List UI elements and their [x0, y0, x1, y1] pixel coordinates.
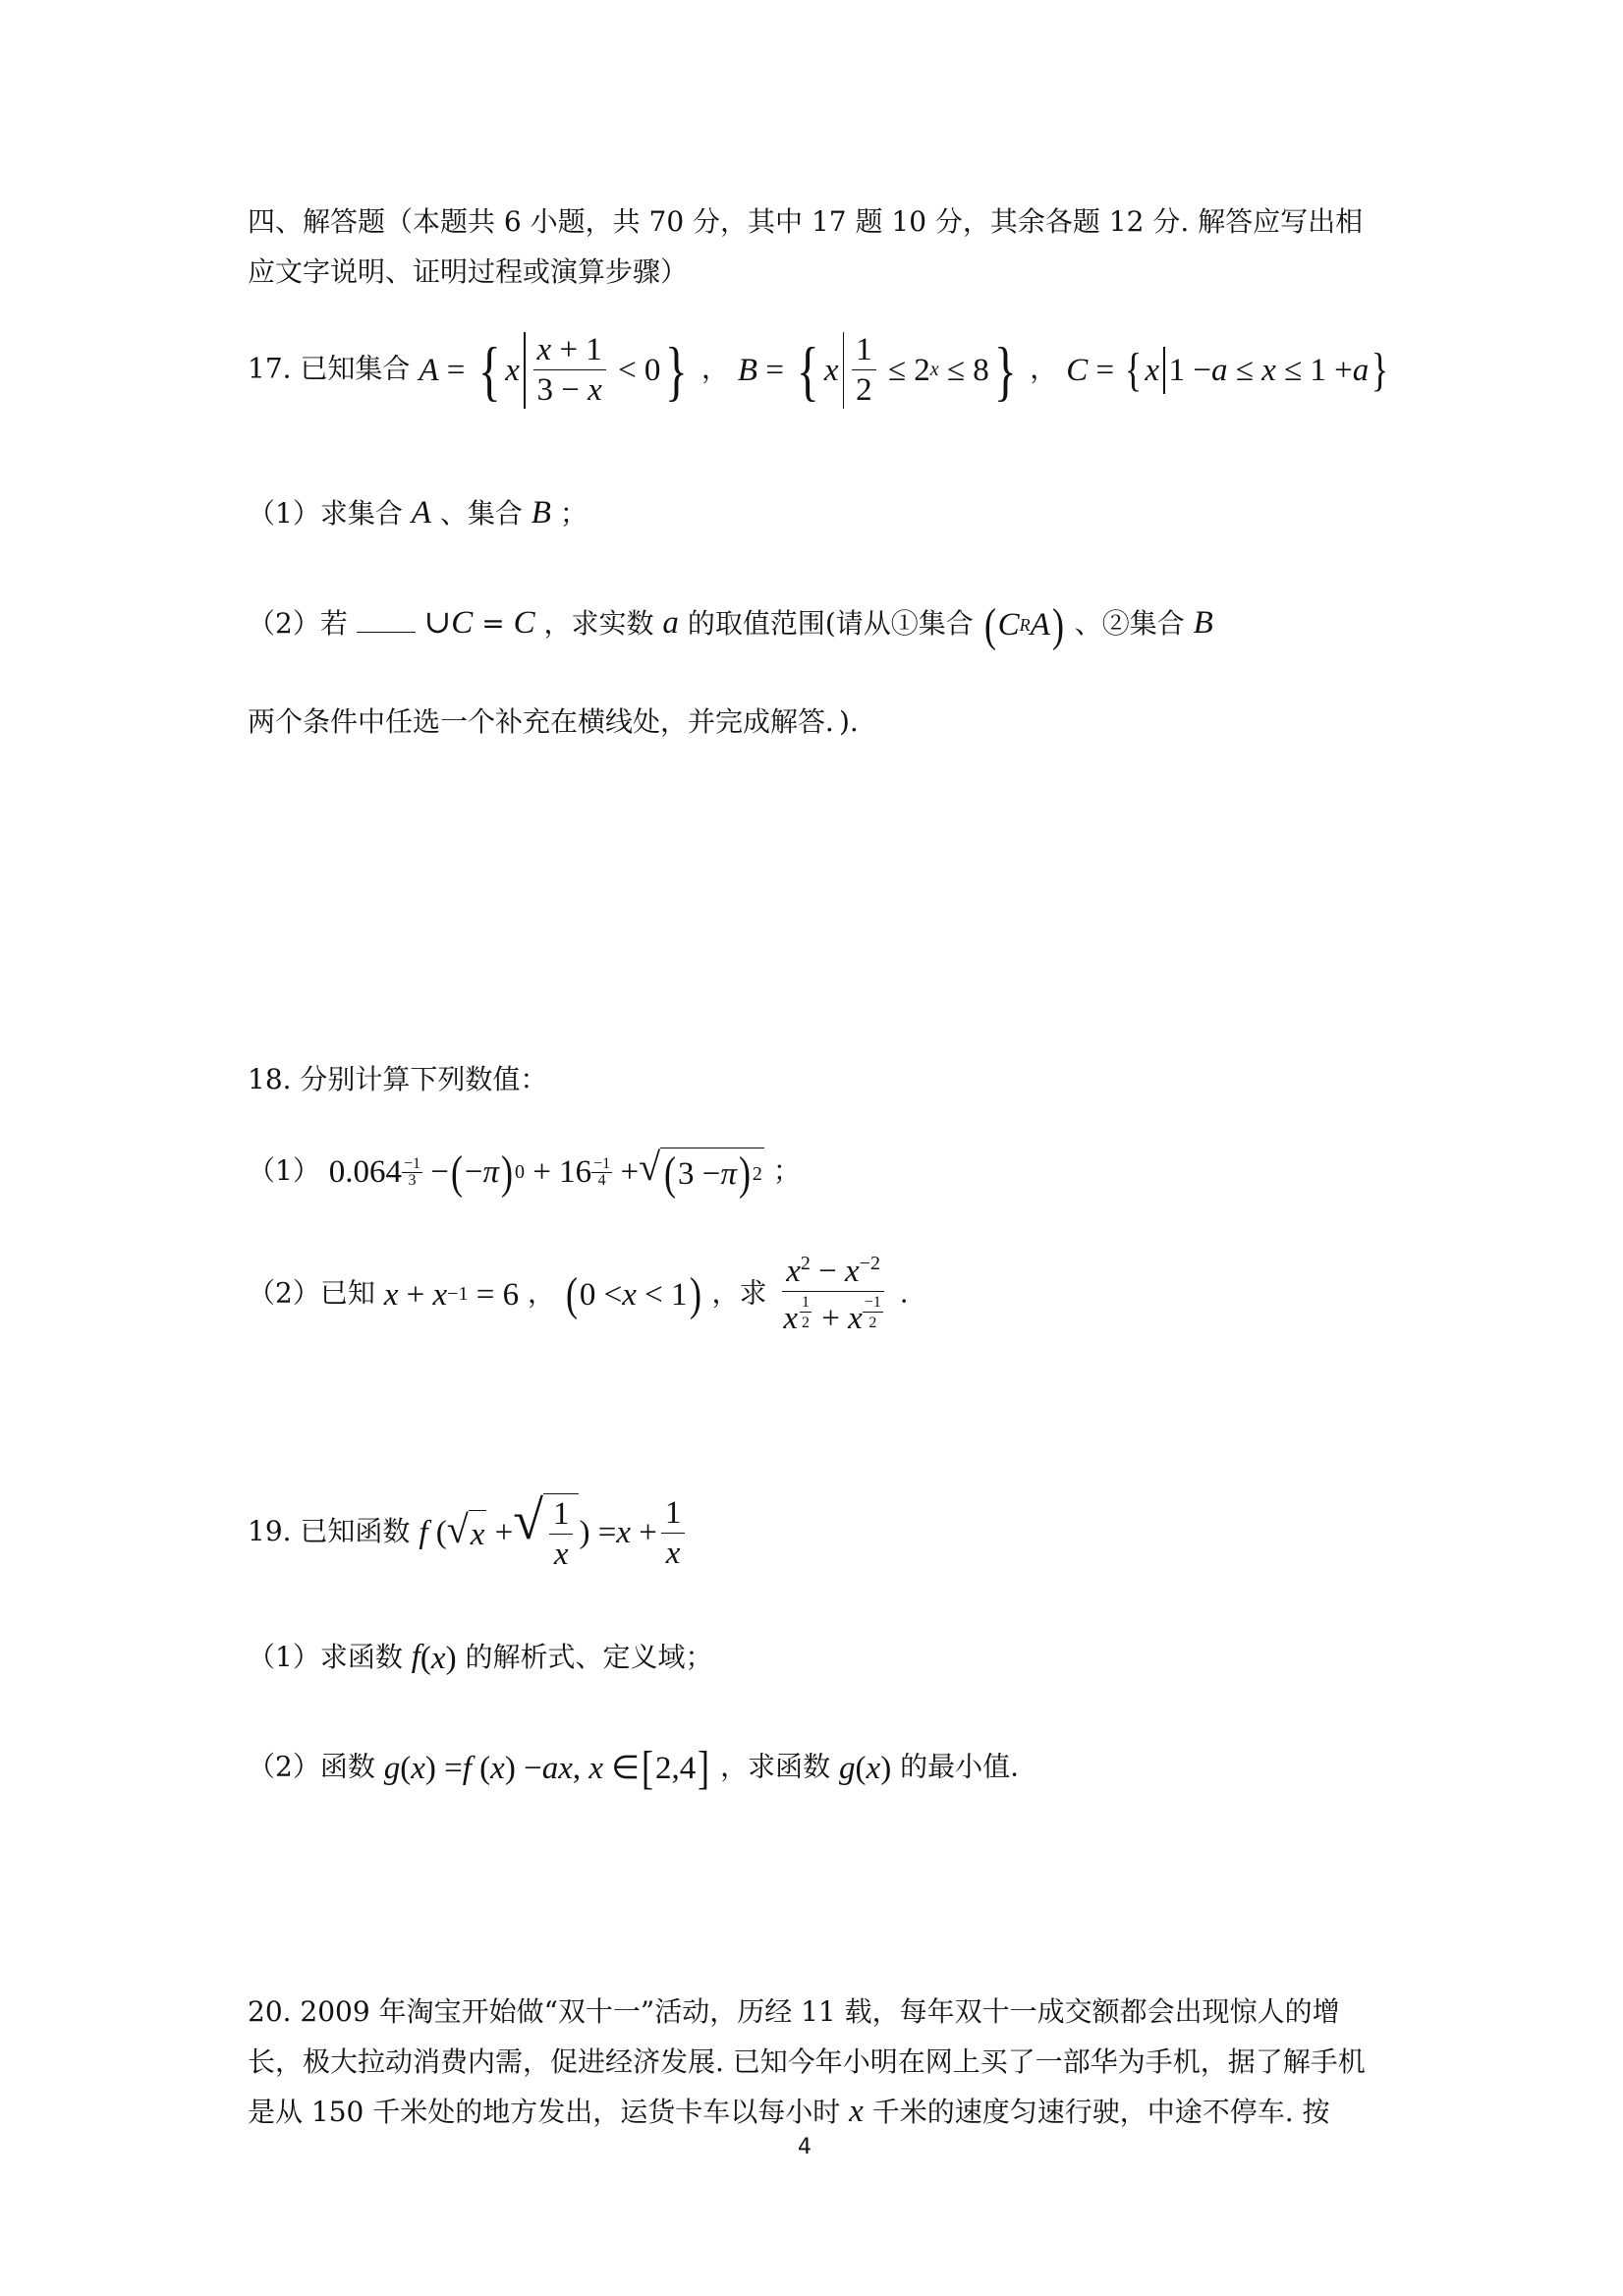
question-19: 19. 已知函数 f ( √ x + √ $\frac{1}{x}$ ) = x + $\frac{1}{x}$ — [248, 1493, 689, 1573]
question-19-part-2: （2）函数 g ( x ) = f ( x ) − ax , x ∈ [ 2,4 ] ，求函数 g ( x ) 的最小值. — [248, 1742, 1020, 1794]
fraction-formula: $x^2 - x^{-2}$ x $\frac{1}{2}$ + x $\frac{-1}{2}$ — [775, 1253, 890, 1337]
section-heading: 四、解答题（本题共 6 小题，共 70 分，其中 17 题 10 分，其余各题 12 分. 解答应写出相应文字说明、证明过程或演算步骤） — [248, 205, 1364, 288]
question-17-part-1: （1）求集合 A 、集合 B ； — [248, 495, 588, 531]
function-definition-formula: f ( √ x + √ $\frac{1}{x}$ ) = x + $\frac{1}{x}$ — [419, 1493, 689, 1573]
set-definitions-formula: A = { x $\frac{x + 1}{3 - x}$ < 0 } — [419, 332, 689, 409]
question-17: 17. 已知集合 A = { x $\frac{x + 1}{3 - x}$ < 0 } ， B = { x $\frac{1}{2}$ ≤ 2 x ≤ 8 } ， C = { x 1 − a ≤ x ≤ 1 + a } — [248, 332, 1389, 409]
page-number: 4 — [798, 2135, 812, 2159]
question-18-part-1: （1） 0.064 $\frac{-1}{3}$ − ( − π ) 0 + 16 $\frac{-1}{4}$ + √ ( 3 − π ) 2 ； — [248, 1145, 801, 1200]
expression-formula: 0.064 $\frac{-1}{3}$ − ( − π ) 0 + 16 $\frac{-1}{4}$ + √ ( 3 − π ) 2 — [328, 1145, 762, 1200]
fill-in-blank — [357, 606, 416, 633]
question-17-part-2-continuation: 两个条件中任选一个补充在横线处，并完成解答．). — [248, 705, 859, 738]
question-17-part-2: （2）若 ∪C = C ，求实数 a 的取值范围(请从①集合 ( C R A ) 、②集合 B — [248, 598, 1213, 651]
question-18-part-2: （2）已知 x + x −1 = 6 ， ( 0 < x < 1 ) ，求 $x^2 - x^{-2}$ x $\frac{1}{2}$ + x $\frac{-1}{2}$ . — [248, 1253, 909, 1337]
question-19-part-1: （1）求函数 f( x ) 的解析式、定义域； — [248, 1639, 713, 1677]
question-18: 18. 分别计算下列数值： — [248, 1063, 548, 1095]
question-20: 20. 2009 年淘宝开始做“双十一”活动，历经 11 载，每年双十一成交额都会出现惊人的增长，极大拉动消费内需，促进经济发展. 已知今年小明在网上买了一部华为手机，据了解手机是从 150 千米处的地方发出，运货卡车以每小时 x 千米的速度匀速行驶，中途不停车. 按 — [248, 1995, 1366, 2129]
